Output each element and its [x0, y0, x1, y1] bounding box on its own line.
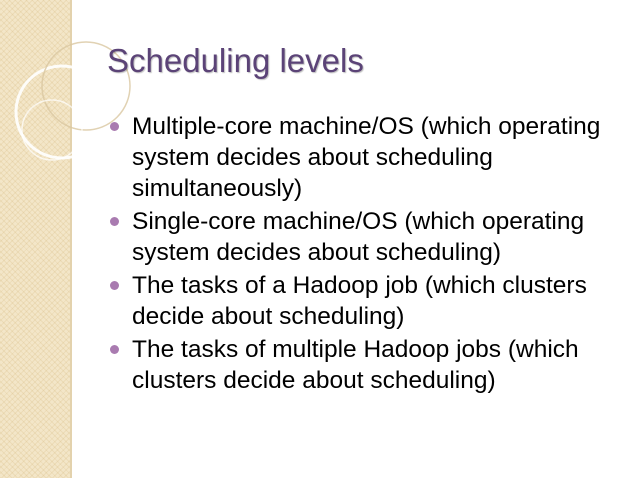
bullet-item: [108, 111, 628, 204]
bullet-item: [108, 206, 628, 268]
bullet-text: The tasks of a Hadoop job (which clusters decide about scheduling): [132, 272, 587, 330]
circle-bullet-icon: [110, 281, 119, 290]
slide-title: Scheduling levels: [107, 42, 364, 79]
bullet-list: [108, 111, 628, 398]
bullet-text: Single-core machine/OS (which operating system decides about scheduling): [132, 208, 585, 266]
bullet-item: [108, 334, 628, 396]
circle-bullet-icon: [110, 122, 119, 131]
circle-bullet-icon: [110, 345, 119, 354]
bullet-item: [108, 270, 628, 332]
circle-bullet-icon: [110, 217, 119, 226]
bullet-text: Multiple-core machine/OS (which operating system decides about scheduling simultaneously): [132, 113, 601, 202]
bullet-text: The tasks of multiple Hadoop jobs (which clusters decide about scheduling): [132, 336, 579, 394]
